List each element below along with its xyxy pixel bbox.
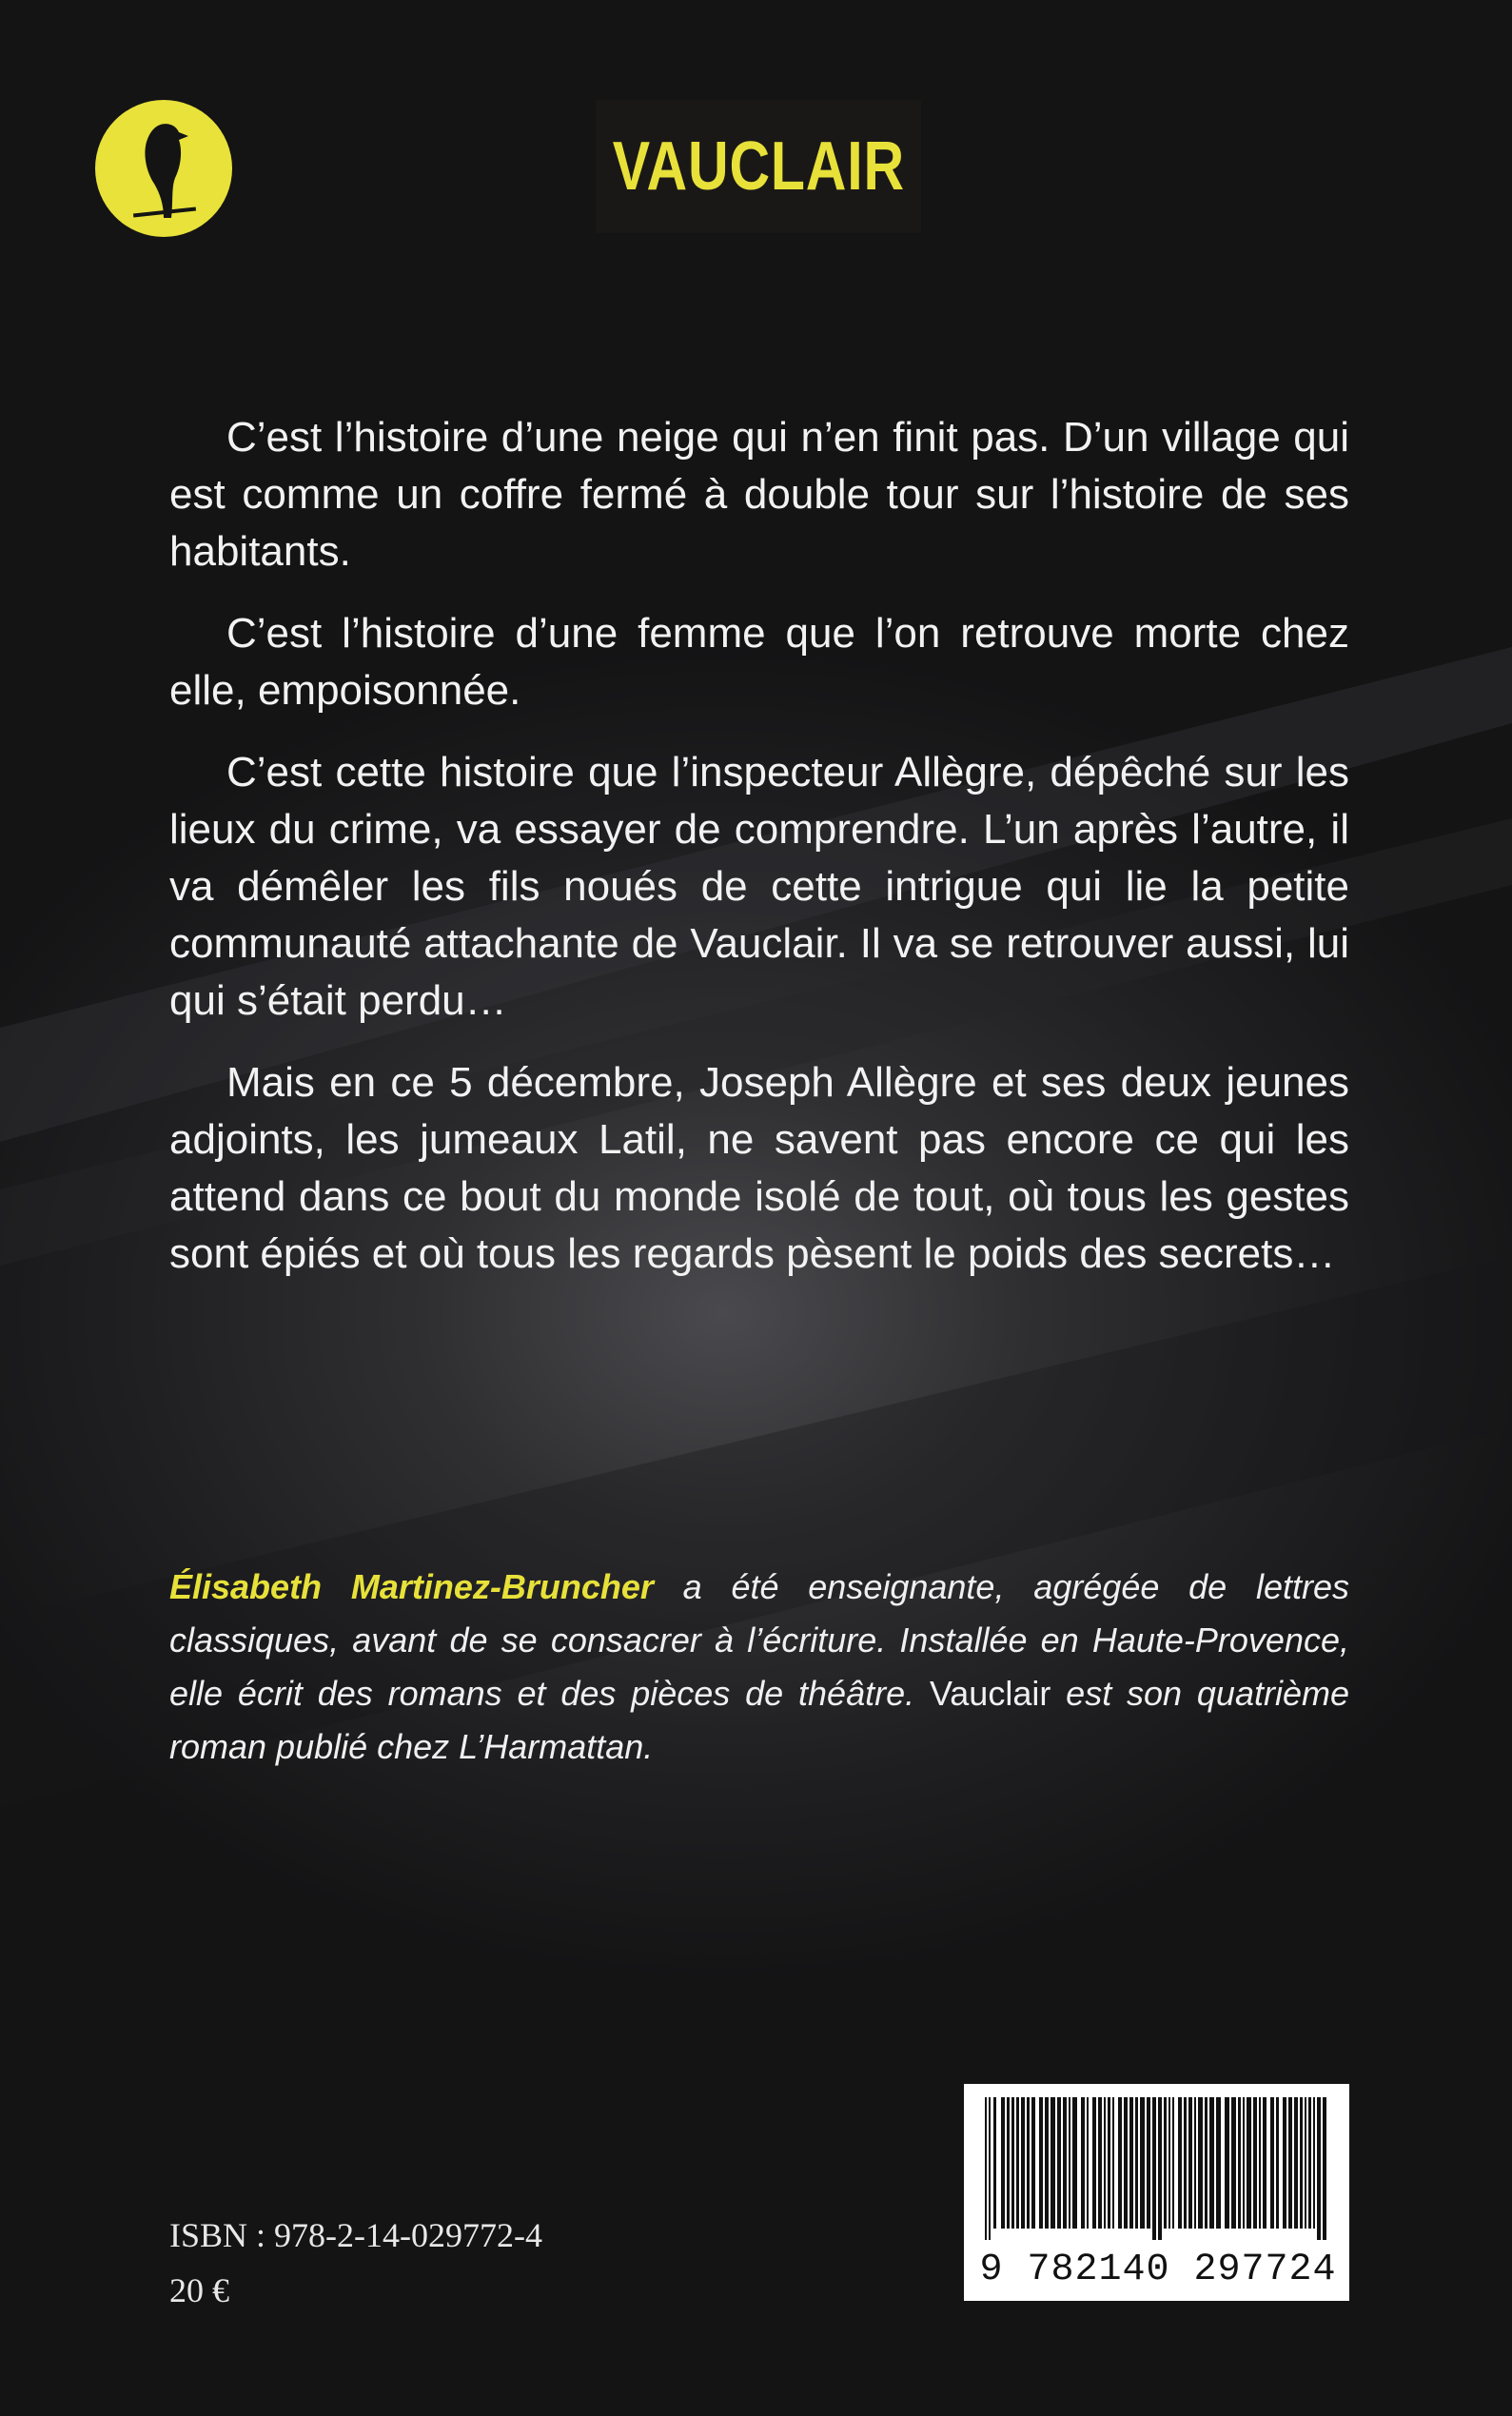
barcode-bar <box>1092 2097 1096 2229</box>
barcode-bar <box>1158 2097 1162 2240</box>
book-title: VAUCLAIR <box>612 128 905 205</box>
barcode-bar <box>1112 2097 1114 2229</box>
barcode-bar <box>1011 2097 1014 2229</box>
barcode-bar <box>1045 2097 1049 2229</box>
barcode-bar <box>1317 2097 1321 2240</box>
barcode-bar <box>1140 2097 1145 2229</box>
barcode-bar <box>1323 2097 1326 2240</box>
barcode-bar <box>1164 2097 1167 2229</box>
barcode-bar <box>1313 2097 1315 2229</box>
barcode-bar <box>1135 2097 1138 2229</box>
barcode-bar <box>1238 2097 1241 2229</box>
barcode-bar <box>1216 2097 1221 2229</box>
bio-text-2: est son quatrième roman publié chez L’Harmattan. <box>169 1674 1349 1766</box>
barcode-bar <box>1129 2097 1133 2229</box>
isbn-label: ISBN : 978-2-14-029772-4 <box>169 2216 542 2254</box>
barcode-bar <box>1276 2097 1279 2229</box>
barcode-bar <box>1259 2097 1261 2229</box>
barcode-bar <box>1209 2097 1214 2229</box>
blurb-paragraph: Mais en ce 5 décembre, Joseph Allègre et ses deux jeunes adjoints, les jumeaux Latil, ne savent pas encore ce qui les attend dans ce bout du monde isolé de tout, où tous les gestes sont épiés et où tous les regards pèsent le poids des secrets… <box>169 1059 1349 1277</box>
barcode-bars <box>981 2097 1333 2240</box>
author-name: Élisabeth Martinez-Bruncher <box>169 1567 654 1606</box>
barcode-bar <box>1308 2097 1311 2229</box>
barcode-bar <box>1172 2097 1174 2229</box>
barcode-bar <box>1069 2097 1070 2229</box>
isbn-price-block <box>169 2208 542 2318</box>
barcode-bar <box>1087 2097 1089 2229</box>
barcode-bar <box>1027 2097 1030 2229</box>
barcode-bar <box>1152 2097 1156 2240</box>
barcode-bar <box>1225 2097 1229 2229</box>
barcode-bar <box>1305 2097 1306 2229</box>
barcode-bar <box>1198 2097 1203 2229</box>
barcode-bar <box>985 2097 987 2240</box>
barcode <box>964 2084 1349 2301</box>
barcode-bar <box>1081 2097 1085 2229</box>
barcode-bar <box>1184 2097 1187 2229</box>
barcode-bar <box>1263 2097 1267 2229</box>
barcode-bar <box>1188 2097 1192 2229</box>
barcode-bar <box>1051 2097 1055 2229</box>
barcode-bar <box>1178 2097 1182 2229</box>
blurb-paragraph: C’est l’histoire d’une neige qui n’en finit pas. D’un village qui est comme un coffre fermé à double tour sur l’histoire de ses habitants. <box>169 414 1349 575</box>
barcode-bar <box>1231 2097 1236 2229</box>
barcode-bar <box>1063 2097 1067 2229</box>
barcode-bar <box>1205 2097 1208 2229</box>
barcode-bar <box>1072 2097 1077 2229</box>
barcode-bar <box>1283 2097 1286 2229</box>
barcode-bar <box>1253 2097 1257 2229</box>
barcode-bar <box>1300 2097 1303 2229</box>
blurb-paragraph: C’est l’histoire d’une femme que l’on retrouve morte chez elle, empoisonnée. <box>169 610 1349 714</box>
barcode-bar <box>993 2097 996 2229</box>
barcode-bar <box>1057 2097 1061 2229</box>
barcode-bar <box>1168 2097 1170 2229</box>
barcode-bar <box>1118 2097 1122 2229</box>
price-label: 20 € <box>169 2271 229 2309</box>
blurb-paragraph: C’est cette histoire que l’inspecteur Allègre, dépêché sur les lieux du crime, va essayer de comprendre. L’un après l’autre, il va démêler les fils noués de cette intrigue qui lie la petite communauté attachante de Vauclair. Il va se retrouver aussi, lui qui s’était perdu… <box>169 749 1349 1024</box>
barcode-bar <box>1243 2097 1245 2229</box>
title-banner <box>596 100 921 233</box>
barcode-bar <box>1007 2097 1010 2229</box>
barcode-bar <box>1294 2097 1298 2229</box>
barcode-bar <box>1031 2097 1035 2229</box>
barcode-bar <box>989 2097 991 2240</box>
barcode-digits: 9 782140 297724 <box>979 2249 1337 2291</box>
back-cover-blurb <box>169 409 1349 1307</box>
barcode-bar <box>1104 2097 1106 2229</box>
barcode-bar <box>1147 2097 1150 2229</box>
bio-text-1: a été enseignante, agrégée de lettres classiques, avant de se consacrer à l’écriture. Installée en Haute-Provence, elle écrit des romans et des pièces de théâtre. <box>169 1567 1349 1713</box>
crow-moon-logo-icon <box>95 100 232 237</box>
bio-book-title: Vauclair <box>929 1674 1051 1713</box>
barcode-bar <box>1194 2097 1196 2229</box>
barcode-bar <box>1021 2097 1025 2229</box>
barcode-bar <box>1247 2097 1251 2229</box>
barcode-bar <box>1016 2097 1019 2229</box>
barcode-bar <box>1270 2097 1274 2229</box>
barcode-bar <box>1001 2097 1005 2229</box>
barcode-bar <box>1039 2097 1043 2229</box>
barcode-bar <box>1288 2097 1292 2229</box>
author-bio <box>169 1561 1349 1774</box>
barcode-bar <box>1108 2097 1110 2229</box>
barcode-bar <box>1124 2097 1128 2229</box>
barcode-bar <box>1098 2097 1102 2229</box>
